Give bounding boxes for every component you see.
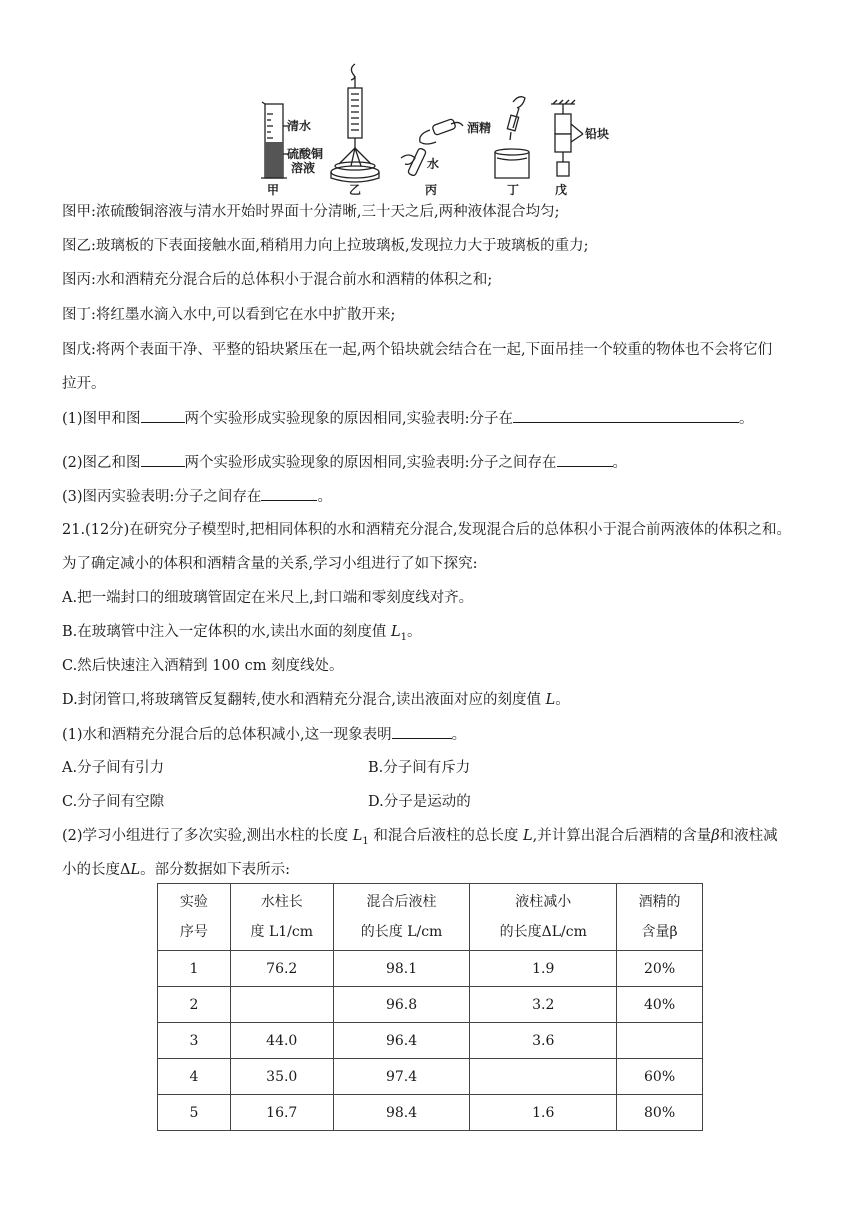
option-d[interactable]: D.分子是运动的 (368, 794, 471, 810)
q21-sub2-line1 (62, 826, 778, 852)
answer-blank[interactable] (141, 408, 185, 423)
table-cell: 2 (158, 987, 231, 1023)
table-cell: 98.4 (333, 1095, 470, 1131)
q21-sub2-text-b: 和混合后液柱的总长度 (368, 828, 523, 844)
table-cell: 1.9 (470, 951, 617, 987)
header-cell: 实验 序号 (158, 884, 231, 951)
label-copper-sulfate: 硫酸铜 (287, 147, 324, 161)
table-cell: 76.2 (230, 951, 333, 987)
table-cell (470, 1059, 617, 1095)
caption-ding: 图丁:将红墨水滴入水中,可以看到它在水中扩散开来; (62, 307, 396, 323)
table-cell: 44.0 (230, 1023, 333, 1059)
answer-blank[interactable] (557, 452, 613, 467)
table-cell: 97.4 (333, 1059, 470, 1095)
q21-step-b-text: B.在玻璃管中注入一定体积的水,读出水面的刻度值 (62, 624, 391, 640)
header-cell: 水柱长 度 L1/cm (230, 884, 333, 951)
table-cell: 3 (158, 1023, 231, 1059)
table-row (158, 987, 703, 1023)
label-clear-water: 清水 (287, 119, 312, 133)
table-cell: 80% (617, 1095, 703, 1131)
table-cell: 3.6 (470, 1023, 617, 1059)
q21-step-a: A.把一端封口的细玻璃管固定在米尺上,封口端和零刻度线对齐。 (62, 590, 474, 606)
table-cell (617, 1023, 703, 1059)
q21-step-d-end: 。 (555, 692, 570, 708)
var-l: L (130, 862, 141, 878)
table-cell: 1.6 (470, 1095, 617, 1131)
label-yi: 乙 (349, 183, 362, 197)
table-row (158, 1059, 703, 1095)
label-alcohol: 酒精 (467, 121, 492, 135)
var-l: L (390, 624, 401, 640)
var-l: L (523, 828, 533, 844)
q21-step-d-text: D.封闭管口,将玻璃管反复翻转,使水和酒精充分混合,读出液面对应的刻度值 (62, 692, 546, 708)
label-water: 水 (427, 157, 440, 171)
var-sub: 1 (400, 631, 407, 643)
table-row (158, 1095, 703, 1131)
answer-blank[interactable] (141, 452, 185, 467)
q20-part2-text-a: (2)图乙和图 (62, 455, 141, 471)
table-row (158, 951, 703, 987)
q21-sub1 (62, 724, 466, 745)
q21-step-c: C.然后快速注入酒精到 100 cm 刻度线处。 (62, 658, 344, 674)
header-cell: 混合后液柱 的长度 L/cm (333, 884, 470, 951)
q20-part3-text-a: (3)图丙实验表明:分子之间存在 (62, 489, 262, 505)
q20-part2-text-c: 。 (612, 455, 628, 471)
q20-part2 (62, 452, 627, 473)
experiment-illustration (255, 62, 615, 200)
table-cell: 20% (617, 951, 703, 987)
q21-intro-2: 为了确定减小的体积和酒精含量的关系,学习小组进行了如下探究: (62, 556, 478, 572)
option-b[interactable]: B.分子间有斥力 (368, 760, 471, 776)
dropper-beaker-icon (495, 97, 529, 178)
table-cell: 60% (617, 1059, 703, 1095)
caption-jia: 图甲:浓硫酸铜溶液与清水开始时界面十分清晰,三十天之后,两种液体混合均匀; (62, 204, 560, 220)
q21-step-b-end: 。 (407, 624, 422, 640)
q20-part3-text-b: 。 (317, 489, 332, 505)
caption-bing: 图丙:水和酒精充分混合后的总体积小于混合前水和酒精的体积之和; (62, 272, 493, 288)
q21-sub1-text: (1)水和酒精充分混合后的总体积减小,这一现象表明 (62, 727, 392, 743)
caption-wu: 图戊:将两个表面干净、平整的铅块紧压在一起,两个铅块就会结合在一起,下面吊挂一个较重的物体也不会将它们 (62, 342, 773, 358)
table-cell: 3.2 (470, 987, 617, 1023)
data-table (157, 883, 703, 1131)
table-header-row (158, 884, 703, 951)
label-ding: 丁 (507, 183, 520, 197)
label-solution: 溶液 (291, 161, 316, 175)
option-a[interactable]: A.分子间有引力 (62, 760, 165, 776)
table-cell: 4 (158, 1059, 231, 1095)
header-cell: 液柱减小 的长度ΔL/cm (470, 884, 617, 951)
var-l: L (545, 692, 556, 708)
q21-step-d (62, 690, 570, 710)
spring-scale-icon (331, 64, 379, 182)
table-cell: 96.4 (333, 1023, 470, 1059)
answer-blank[interactable] (513, 408, 739, 423)
caption-yi: 图乙:玻璃板的下表面接触水面,稍稍用力向上拉玻璃板,发现拉力大于玻璃板的重力; (62, 238, 589, 254)
experiment-figure (255, 62, 615, 200)
table-cell: 40% (617, 987, 703, 1023)
table-cell: 1 (158, 951, 231, 987)
answer-blank[interactable] (261, 486, 317, 501)
table-row (158, 1023, 703, 1059)
q21-sub2-line2 (62, 860, 290, 880)
q21-intro-1: 21.(12分)在研究分子模型时,把相同体积的水和酒精充分混合,发现混合后的总体积小于混合前两液体的体积之和。 (62, 522, 792, 538)
table-cell: 96.8 (333, 987, 470, 1023)
var-sub: 1 (362, 835, 369, 847)
label-lead-block: 铅块 (585, 127, 610, 141)
label-wu: 戊 (555, 183, 568, 197)
q20-part2-text-b: 两个实验形成实验现象的原因相同,实验表明:分子之间存在 (184, 455, 557, 471)
q21-sub2-text-d: 和液柱减 (719, 828, 778, 844)
q20-part3 (62, 486, 332, 507)
table-cell: 16.7 (230, 1095, 333, 1131)
label-bing: 丙 (425, 183, 438, 197)
var-beta: β (711, 828, 720, 844)
q20-part1-text-a: (1)图甲和图 (62, 411, 141, 427)
q21-step-b (62, 622, 422, 648)
q21-sub2-text-e: 小的长度Δ (62, 862, 131, 878)
caption-wu-cont: 拉开。 (62, 376, 106, 392)
q21-sub2-text-a: (2)学习小组进行了多次实验,测出水柱的长度 (62, 828, 353, 844)
q20-part1 (62, 408, 754, 429)
var-l: L (352, 828, 363, 844)
answer-blank[interactable] (392, 724, 452, 739)
label-jia: 甲 (267, 183, 280, 197)
q21-sub2-text-c: ,并计算出混合后酒精的含量 (532, 828, 712, 844)
table-cell: 98.1 (333, 951, 470, 987)
q20-part1-text-c: 。 (739, 411, 754, 427)
header-cell: 酒精的 含量β (617, 884, 703, 951)
q21-sub1-end: 。 (451, 727, 467, 743)
table-cell: 35.0 (230, 1059, 333, 1095)
table-cell (230, 987, 333, 1023)
q21-sub2-text-f: 。部分数据如下表所示: (140, 862, 291, 878)
table-cell: 5 (158, 1095, 231, 1131)
lead-blocks-icon (551, 100, 583, 176)
option-c[interactable]: C.分子间有空隙 (62, 794, 165, 810)
q20-part1-text-b: 两个实验形成实验现象的原因相同,实验表明:分子在 (184, 411, 514, 427)
graduated-cylinder-icon (261, 102, 289, 178)
